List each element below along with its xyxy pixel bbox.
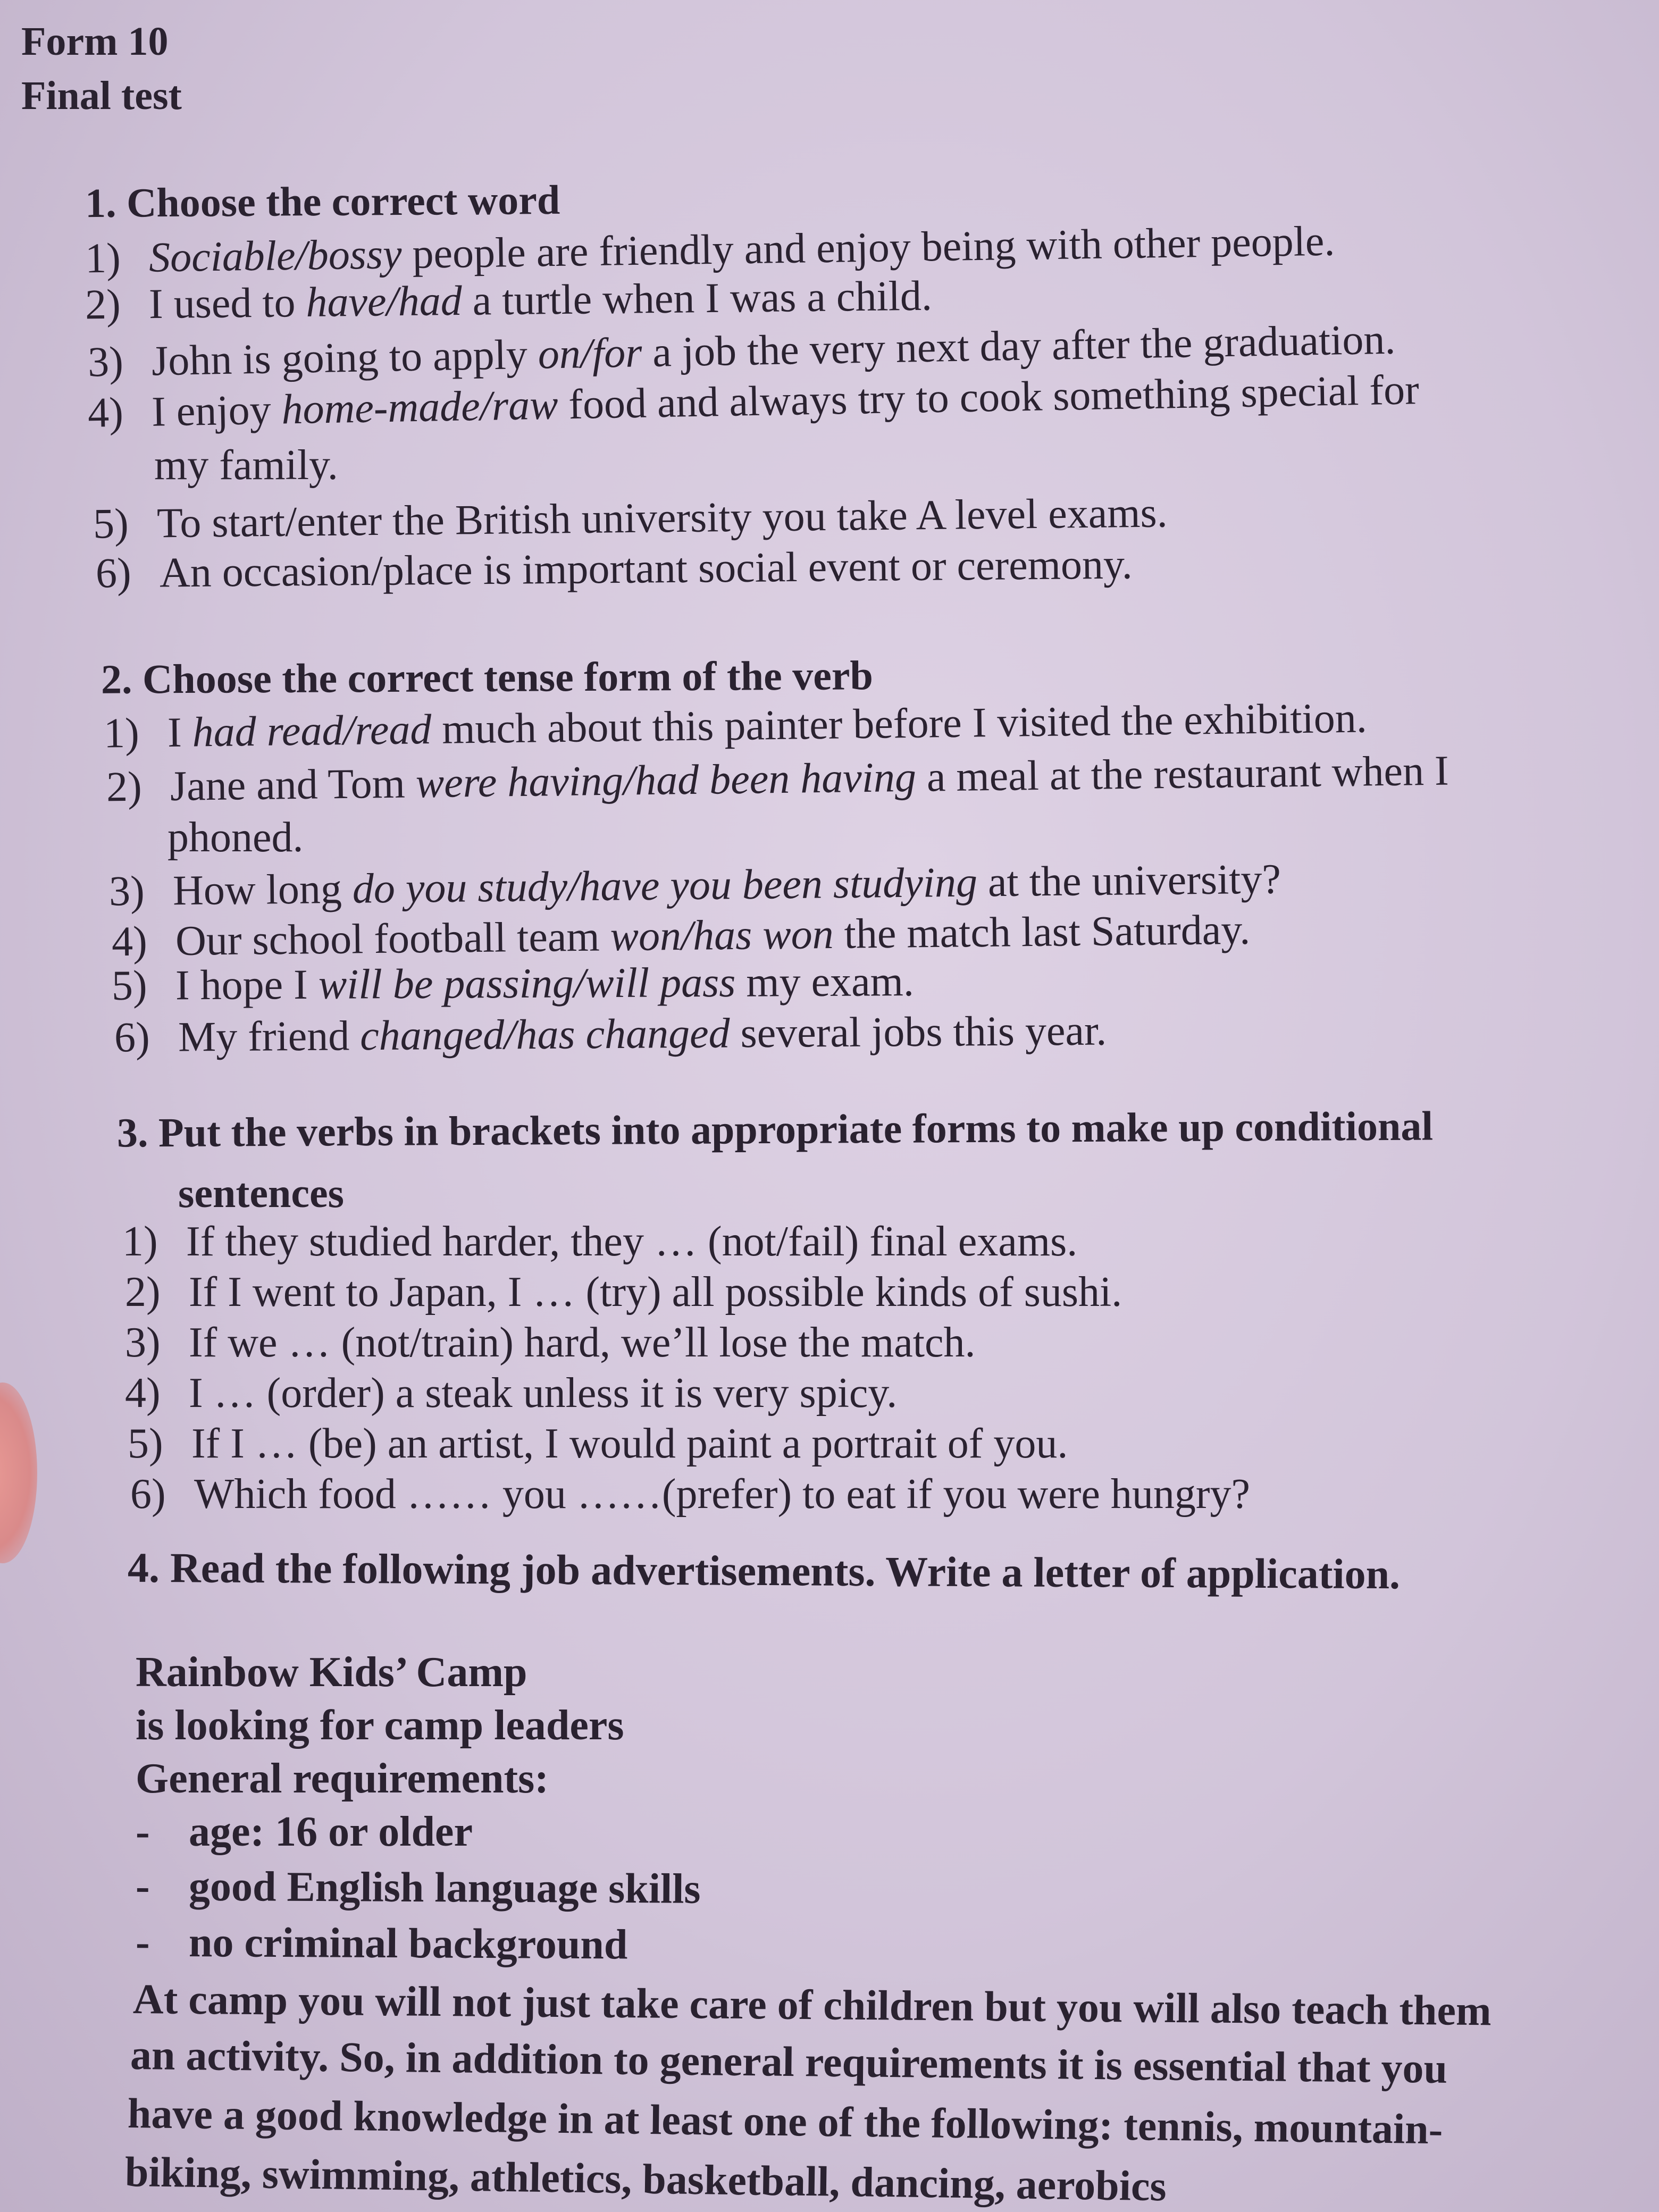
ad-requirements-heading: General requirements: — [136, 1755, 549, 1802]
s1-item-4-continued: my family. — [154, 442, 338, 489]
s3-item-5: 5) If I … (be) an artist, I would paint a portrait of you. — [128, 1420, 1068, 1467]
section-1-title: 1. Choose the correct word — [85, 176, 560, 227]
ad-tagline: is looking for camp leaders — [136, 1702, 624, 1749]
s1-item-2: 2) I used to have/had a turtle when I was a child. — [85, 272, 933, 329]
section-2-title: 2. Choose the correct tense form of the verb — [100, 652, 874, 702]
s1-item-1: 1) Sociable/bossy people are friendly and enjoy being with other people. — [85, 217, 1335, 282]
s2-item-3: 3) How long do you study/have you been studying at the university? — [108, 856, 1281, 915]
requirement-item: - good English language skills — [135, 1863, 701, 1913]
s2-item-6: 6) My friend changed/has changed several jobs this year. — [114, 1007, 1107, 1061]
s3-item-1: 1) If they studied harder, they … (not/fail) final exams. — [122, 1218, 1078, 1265]
form-label: Form 10 — [21, 19, 169, 64]
s2-item-1: 1) I had read/read much about this painter before I visited the exhibition. — [103, 694, 1368, 757]
finger-edge — [0, 1382, 37, 1563]
section-3-title: 3. Put the verbs in brackets into appropriate forms to make up conditional — [116, 1102, 1434, 1156]
ad-body-line: an activity. So, in addition to general requirements it is essential that you — [130, 2032, 1448, 2092]
s1-item-4: 4) I enjoy home-made/raw food and always try to cook something special for — [87, 366, 1420, 437]
s1-item-6: 6) An occasion/place is important social event or ceremony. — [95, 541, 1133, 597]
s2-item-2: 2) Jane and Tom were having/had been having a meal at the restaurant when I — [106, 747, 1449, 811]
ad-body-line: At camp you will not just take care of children but you will also teach them — [132, 1976, 1492, 2035]
s3-item-3: 3) If we … (not/train) hard, we’ll lose the match. — [125, 1319, 976, 1366]
s3-item-2: 2) If I went to Japan, I … (try) all possible kinds of sushi. — [125, 1269, 1122, 1316]
s2-item-2-continued: phoned. — [167, 814, 304, 861]
s1-item-3: 3) John is going to apply on/for a job the very next day after the graduation. — [87, 316, 1396, 386]
section-4-title: 4. Read the following job advertisements. Write a letter of application. — [127, 1544, 1401, 1598]
s2-item-5: 5) I hope I will be passing/will pass my exam. — [111, 958, 915, 1009]
s1-item-5: 5) To start/enter the British university you take A level exams. — [93, 489, 1168, 548]
section-3-title-continued: sentences — [178, 1170, 344, 1216]
ad-body-line: biking, swimming, athletics, basketball, dancing, aerobics — [124, 2149, 1167, 2210]
requirement-item: - no criminal background — [135, 1918, 628, 1968]
ad-body-line: have a good knowledge in at least one of the following: tennis, mountain- — [127, 2090, 1443, 2154]
s3-item-4: 4) I … (order) a steak unless it is very spicy. — [125, 1370, 898, 1417]
ad-camp-name: Rainbow Kids’ Camp — [136, 1649, 527, 1696]
s2-item-4: 4) Our school football team won/has won the match last Saturday. — [111, 906, 1251, 966]
requirement-item: - age: 16 or older — [136, 1808, 473, 1855]
s3-item-6: 6) Which food …… you ……(prefer) to eat if you were hungry? — [130, 1471, 1251, 1518]
test-title: Final test — [21, 73, 182, 118]
